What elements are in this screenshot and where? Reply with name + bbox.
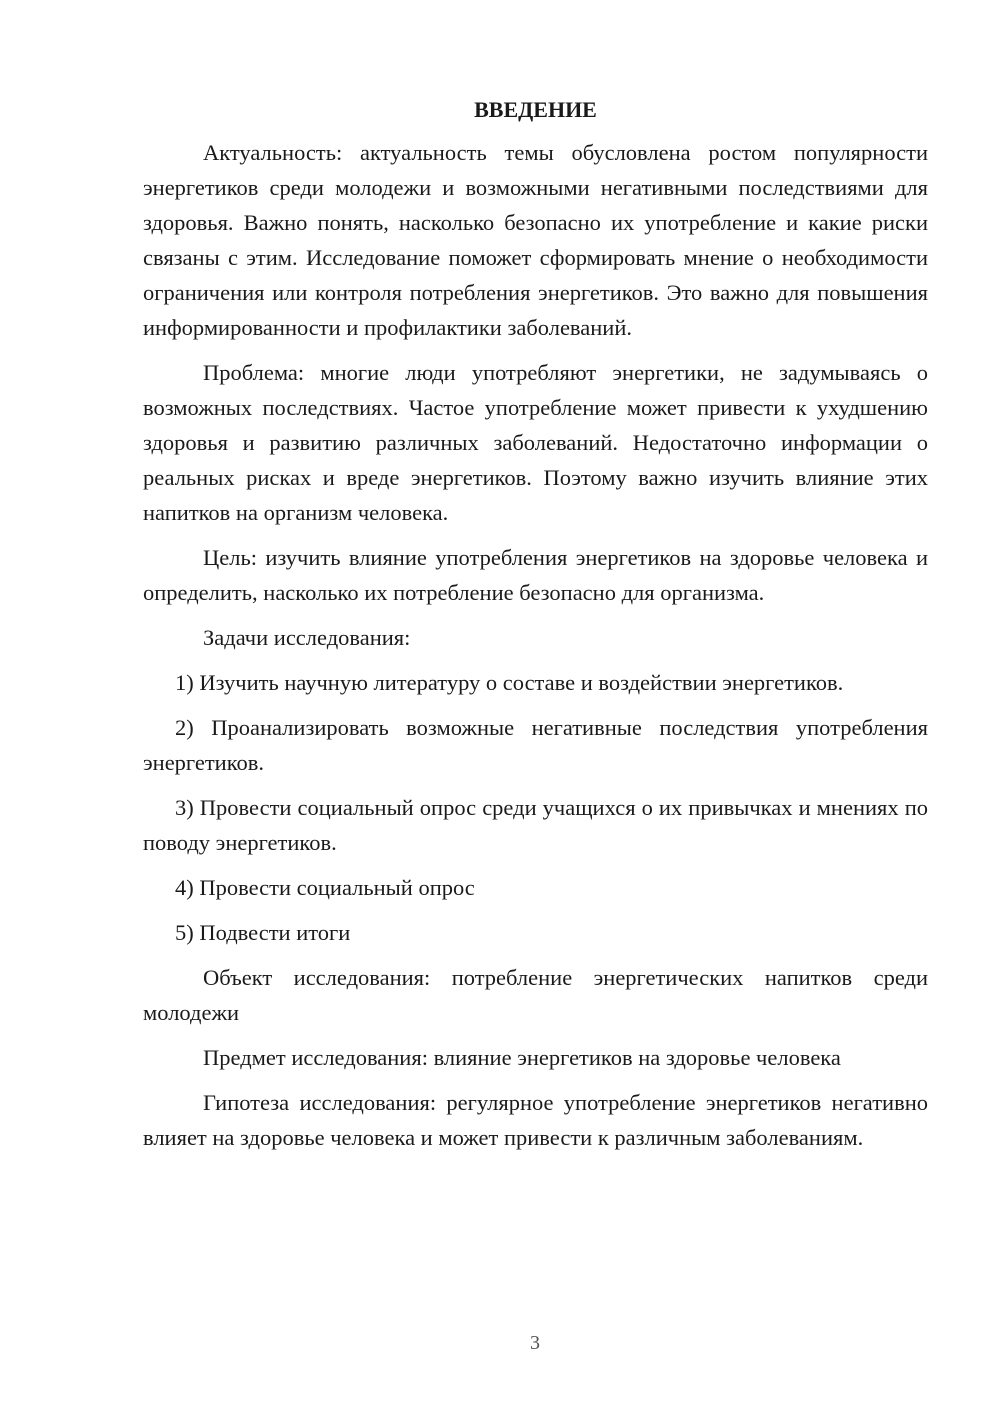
task-item-2: 2) Проанализировать возможные негативные последствия употребления энергетиков.: [143, 715, 928, 775]
relevance-paragraph: Актуальность: актуальность темы обусловлена ростом популярности энергетиков среди молодежи и возможными негативными последствиями для здоровья. Важно понять, насколько безопасно их употребление и какие риски связаны с этим. Исследование поможет сформировать мнение о необходимости ограничения или контроля потребления энергетиков. Это важно для повышения информированности и профилактики заболеваний.: [143, 140, 928, 340]
page-number: 3: [530, 1332, 540, 1354]
object-paragraph: Объект исследования: потребление энергетических напитков среди молодежи: [143, 965, 928, 1025]
task-item-5: 5) Подвести итоги: [175, 920, 351, 945]
goal-paragraph: Цель: изучить влияние употребления энергетиков на здоровье человека и определить, насколько их потребление безопасно для организма.: [143, 545, 928, 605]
task-item-4: 4) Провести социальный опрос: [175, 875, 475, 900]
problem-paragraph: Проблема: многие люди употребляют энергетики, не задумываясь о возможных последствиях. Частое употребление может привести к ухудшению здоровья и развитию различных заболеваний. Недостаточно информации о реальных рисках и вреде энергетиков. Поэтому важно изучить влияние этих напитков на организм человека.: [143, 360, 928, 525]
section-title: ВВЕДЕНИЕ: [474, 97, 597, 122]
document-body: [143, 92, 928, 1165]
hypothesis-paragraph: Гипотеза исследования: регулярное употребление энергетиков негативно влияет на здоровье человека и может привести к различным заболеваниям.: [143, 1090, 928, 1150]
task-item-3: 3) Провести социальный опрос среди учащихся о их привычках и мнениях по поводу энергетиков.: [143, 795, 928, 855]
tasks-heading: Задачи исследования:: [203, 625, 411, 650]
task-item-1: 1) Изучить научную литературу о составе и воздействии энергетиков.: [175, 670, 844, 695]
subject-paragraph: Предмет исследования: влияние энергетиков на здоровье человека: [203, 1045, 841, 1070]
